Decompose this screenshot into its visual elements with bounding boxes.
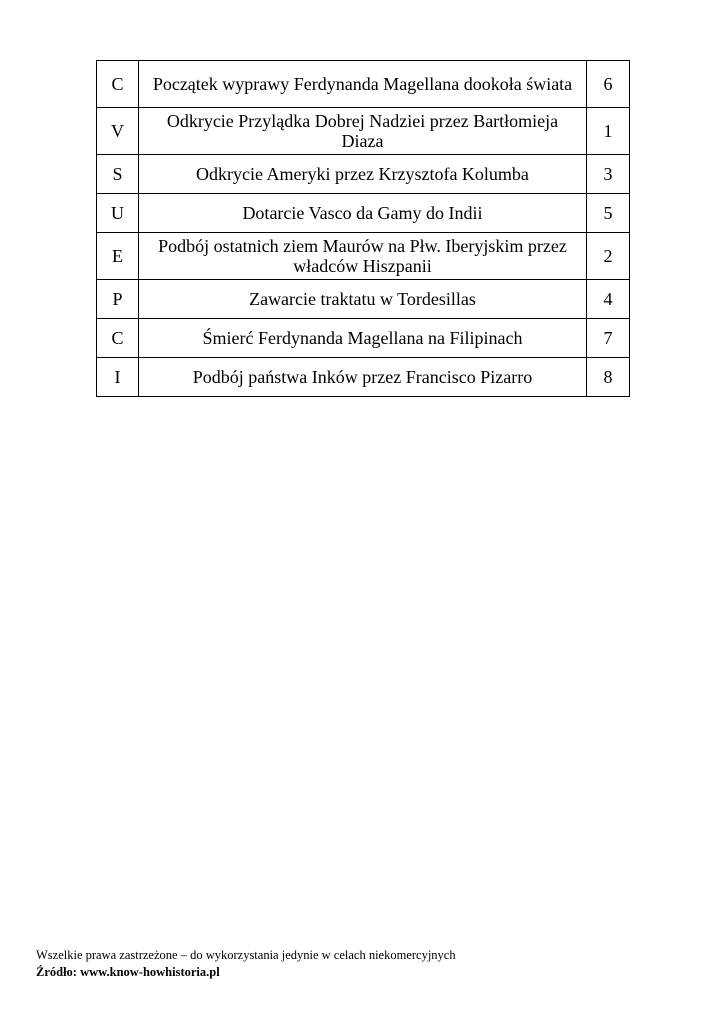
number-cell: 7 [587,319,630,358]
event-cell: Podbój ostatnich ziem Maurów na Płw. Iberyjskim przez władców Hiszpanii [139,233,587,280]
table-row [97,233,630,280]
number-cell: 6 [587,61,630,108]
number-cell: 1 [587,108,630,155]
event-cell: Początek wyprawy Ferdynanda Magellana dookoła świata [139,61,587,108]
letter-cell: I [97,358,139,397]
number-cell: 5 [587,194,630,233]
letter-cell: P [97,280,139,319]
event-cell: Zawarcie traktatu w Tordesillas [139,280,587,319]
table-row [97,194,630,233]
event-cell: Odkrycie Przylądka Dobrej Nadziei przez Bartłomieja Diaza [139,108,587,155]
letter-cell: U [97,194,139,233]
event-cell: Podbój państwa Inków przez Francisco Pizarro [139,358,587,397]
event-cell: Odkrycie Ameryki przez Krzysztofa Kolumba [139,155,587,194]
letter-cell: S [97,155,139,194]
table-row [97,358,630,397]
table-row [97,61,630,108]
number-cell: 2 [587,233,630,280]
copyright-notice: Wszelkie prawa zastrzeżone – do wykorzystania jedynie w celach niekomercyjnych [36,948,456,962]
page-footer [36,947,456,981]
table-row [97,108,630,155]
table-row [97,280,630,319]
events-table [96,60,630,397]
number-cell: 4 [587,280,630,319]
event-cell: Dotarcie Vasco da Gamy do Indii [139,194,587,233]
number-cell: 8 [587,358,630,397]
letter-cell: C [97,319,139,358]
letter-cell: V [97,108,139,155]
event-cell: Śmierć Ferdynanda Magellana na Filipinach [139,319,587,358]
table-row [97,155,630,194]
number-cell: 3 [587,155,630,194]
letter-cell: E [97,233,139,280]
source-note: Źródło: www.know-howhistoria.pl [36,965,220,979]
letter-cell: C [97,61,139,108]
table-row [97,319,630,358]
